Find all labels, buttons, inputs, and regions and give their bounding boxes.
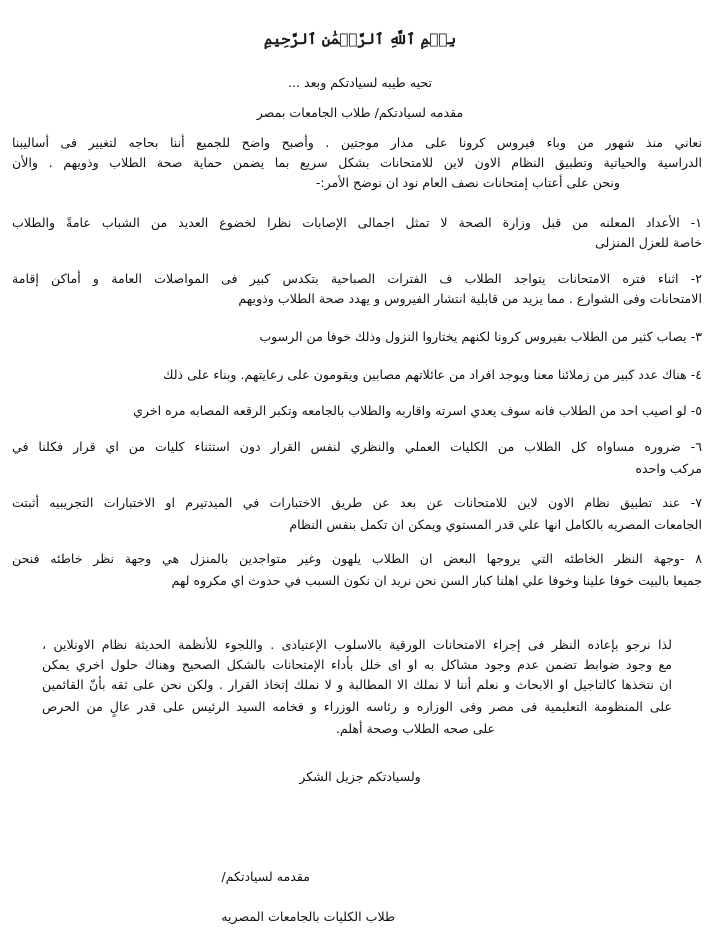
- point-4: ٤- هناك عدد كبير من زملائنا معنا ويوجد افراد من عائلاتهم مصابين ويقومون على رعايتهم. وبناء على ذلك: [163, 367, 702, 382]
- point-5: ٥- لو اصيب احد من الطلاب فانه سوف يعدي اسرته واقاربه والطلاب بالجامعه وتكبر الرقعه المصابه مره اخري: [133, 403, 702, 418]
- thanks-closing: ولسيادتكم جزيل الشكر: [299, 769, 421, 784]
- greeting: تحيه طيبه لسيادتكم وبعد ...: [287, 75, 433, 90]
- point-7-line-1: ٧- عند تطبيق نظام الاون لاين للامتحانات عن بعد عن طريق الاختبارات في الميدتيرم او الاختبارات التجريبيه أثبتت: [12, 495, 702, 510]
- request-line-1: لذا نرجو بإعاده النظر فى إجراء الامتحانات الورقية بالاسلوب الإعتيادى . واللجوء للأنظمة الحديثة نظام الاونلاين ،: [42, 637, 672, 652]
- basmala-heading: بِسۡمِ ٱللَّهِ ٱلرَّحۡمَٰنِ ٱلرَّحِيمِ: [263, 30, 457, 48]
- submitted-by: مقدمه لسيادتكم/ طلاب الجامعات بمصر: [256, 105, 464, 120]
- intro-line-2: الدراسية والحياتية وتطبيق النظام الاون لاين للامتحانات بشكل سريع بما يضمن حماية صحة الطلاب وذويهم . والأن: [12, 155, 702, 170]
- request-line-4: على المنظومة التعليمية فى مصر وفى الوزاره و رئاسه الوزراء و فخامه السيد الرئيس على قدر عالٍ من الحرص: [42, 699, 672, 714]
- point-2-line-2: الامتحانات وفى الشوارع . مما يزيد من قابلية انتشار الفيروس و يهدد صحة الطلاب وذويهم: [238, 291, 702, 306]
- request-line-3: ان نتخذها كالتاجيل او الابحاث و نعلم أننا لا نملك الا المطالبة و لا نملك إتخاذ القرار . ولكن نحن على ثقه بأنّ القائمين: [42, 677, 672, 692]
- point-2-line-1: ٢- اثناء فتره الامتحانات يتواجد الطلاب ف الفترات الصباحية بتكدس كبير فى المواصلات العامة و أماكن إقامة: [12, 271, 702, 286]
- point-6-line-1: ٦- ضروره مساواه كل الطلاب من الكليات العملي والنظري لنفس القرار دون استثناء كليات من اي قرار فكلنا في: [12, 439, 702, 454]
- point-1-line-2: خاصة للعزل المنزلى: [595, 235, 702, 250]
- point-8-line-2: جميعا بالبيت خوفا علينا وخوفا علي اهلنا كبار السن نحن نريد ان نكون السبب في حدوث اي مكروه لهم: [171, 573, 702, 588]
- footer-signature: طلاب الكليات بالجامعات المصريه: [221, 909, 395, 924]
- request-line-5: على صحه الطلاب وصحة أهلم.: [335, 721, 495, 736]
- request-line-2: مع وجود ضوابط تضمن عدم وجود مشاكل به او اى خلل بأداء الإمتحانات بالشكل الصحيح وهناك حلول اخري يمكن: [42, 657, 672, 672]
- point-7-line-2: الجامعات المصريه بالكامل انها علي قدر المستوي ويمكن ان تكمل بنفس النظام: [289, 517, 702, 532]
- footer-label: مقدمه لسيادتكم/: [221, 869, 310, 884]
- point-8-line-1: ٨ -وجهة النظر الخاطئه التي يروجها البعض ان الطلاب يلهون وغير متواجدين بالمنزل هي وجهة نظر خاطئه فنحن: [12, 551, 702, 566]
- point-6-line-2: مركب واحده: [635, 461, 702, 476]
- point-1-line-1: ١- الأعداد المعلنه من قبل وزارة الصحة لا تمثل اجمالى الإصابات نظرا لخضوع العديد من الشباب عامةً والطلاب: [12, 215, 702, 230]
- point-3: ٣- يصاب كثير من الطلاب بفيروس كرونا لكنهم يختاروا النزول وذلك خوفا من الرسوب: [259, 329, 702, 344]
- intro-line-1: نعاني منذ شهور من وباء فيروس كرونا على مدار موجتين . وأصبح واضح للجميع أننا بحاجه لتغيير فى أساليبنا: [12, 135, 702, 150]
- intro-line-3: ونحن على أعتاب إمتحانات نصف العام نود ان نوضح الأمر:-: [315, 175, 620, 190]
